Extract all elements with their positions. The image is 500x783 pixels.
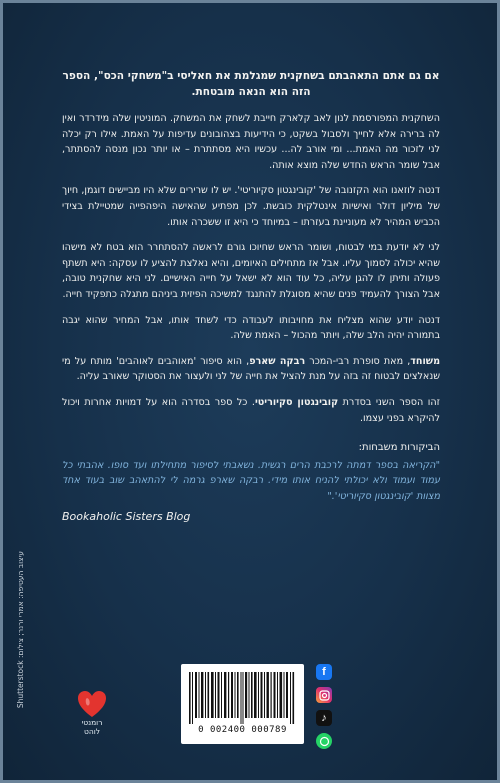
review-source: Bookaholic Sisters Blog xyxy=(62,510,191,524)
blurb-paragraph-2: דנטה לוזאנו הוא הקזנובה של 'קובינגטון סקיוריטי'. יש לו שרירים שלא היו מביישים דוגמן, חיוך של מיליון דולר ואישיות אינטלקית כובשת. לכן מפתיע שהאישה היפהפייה שמטיילת בצידי הכביש המהיר לא מעוניינת בעזרתו – במיוחד כי היא זו ששכרה אותו. xyxy=(62,185,440,228)
barcode-number: 0 002400 000789 xyxy=(198,725,287,735)
instagram-glyph xyxy=(319,690,330,701)
facebook-icon[interactable]: f xyxy=(316,664,332,680)
series-paragraph xyxy=(62,395,440,426)
series-text-1: זהו הספר השני בסדרת xyxy=(338,396,440,408)
barcode-bars xyxy=(189,672,296,724)
reviews-title: הביקורות משבחות: xyxy=(358,442,440,454)
whatsapp-icon[interactable] xyxy=(316,733,332,749)
isbn-barcode xyxy=(181,664,304,744)
intro-line: אם גם אתם התאהבתם בשחקנית שמגלמת את חאליסי ב"משחקי הכס", הספר הזה הוא הנאה מובטחת. xyxy=(62,70,440,98)
author-paragraph xyxy=(62,354,440,385)
whatsapp-glyph xyxy=(319,736,330,747)
social-icons xyxy=(316,664,334,756)
instagram-icon[interactable] xyxy=(316,687,332,703)
publisher-name: רומנטי לוהט xyxy=(81,718,103,736)
author-text-2: , הוא סיפור 'מאוהבים לאוהבים' מותח על מי שנאלצים לבטוח זה בזה על מנת להציל את חייה של לני ולעצור את הסטוקר שאורב עליה. xyxy=(62,355,440,383)
review-quote: "הקריאה בספר דמתה לרכבת הרים רגשית. נשאבתי לסיפור מתחילתו ועד סופו. אהבתי כל עמוד ועמוד ולא יכולתי להניח אותו מידי. רבקה שארפ גרמה לי להתאהב שוב בעוד אחד מצוות 'קובינגטון סקיוריטי'." xyxy=(62,459,440,502)
series-text-2: . כל ספר בסדרה הוא על דמויות אחרות ויכול להיקרא בפני עצמו. xyxy=(62,396,440,424)
series-name: קובינגטון סקיוריטי xyxy=(254,396,339,408)
author-text-1: , מאת סופרת רבי-המכר xyxy=(305,355,411,367)
author-name: רבקה שארפ xyxy=(249,355,306,367)
blurb xyxy=(62,68,440,525)
blurb-paragraph-3: לני לא יודעת במי לבטוח, ושומר הראש שחיוכו גורם לראשה להסתחרר הוא בטח לא מישהו שהיא יכולה לסמוך עליו. אבל אז מתחילים האיומים, והיא נאלצת להציע לו עסקה: היא תשתף פעולה ותיתן לו להגן עליה, כל עוד הוא לא ישאל על חייה האישיים. לני היא שחקנית טובה, אבל הצורך להעמיד פנים שהיא מסוגלת להתנגד למשיכה הפיזית ביניהם מתגלה כתפקיד חייה. xyxy=(62,242,440,300)
blurb-paragraph-1: השחקנית המפורסמת לנון לאב קלארק חייבת לשחק את המשחק. המוניטין שלה מידרדר ואין לה ברירה אלא לחייך ולסבול בשקט, כי הידיעות בצהובונים עדיפות על האמת. אילו רק יכלה לני לזכור מה האמת... ומי אורב לה... עכשיו היא מסתתרת – או יותר נכון מנסה להסתתר, אבל שומר הראש החדש שלה מוצא אותה. xyxy=(62,113,440,171)
blurb-paragraph-4: דנטה יודע שהוא מצליח את מחויבותו לעבודה כדי לשחד אותו, אבל המחיר שהוא יגבה בתמורה יהיה הלב שלה, ויותר מהכול – האמת שלה. xyxy=(62,314,440,342)
publisher-logo xyxy=(72,690,112,736)
heart-icon xyxy=(77,690,107,718)
book-title: משוחד xyxy=(410,355,441,367)
cover-credit: עיצוב העטיפה: אמרי ורנר; צילום: Shutterstock xyxy=(16,551,25,709)
tiktok-icon[interactable]: ♪ xyxy=(316,710,332,726)
